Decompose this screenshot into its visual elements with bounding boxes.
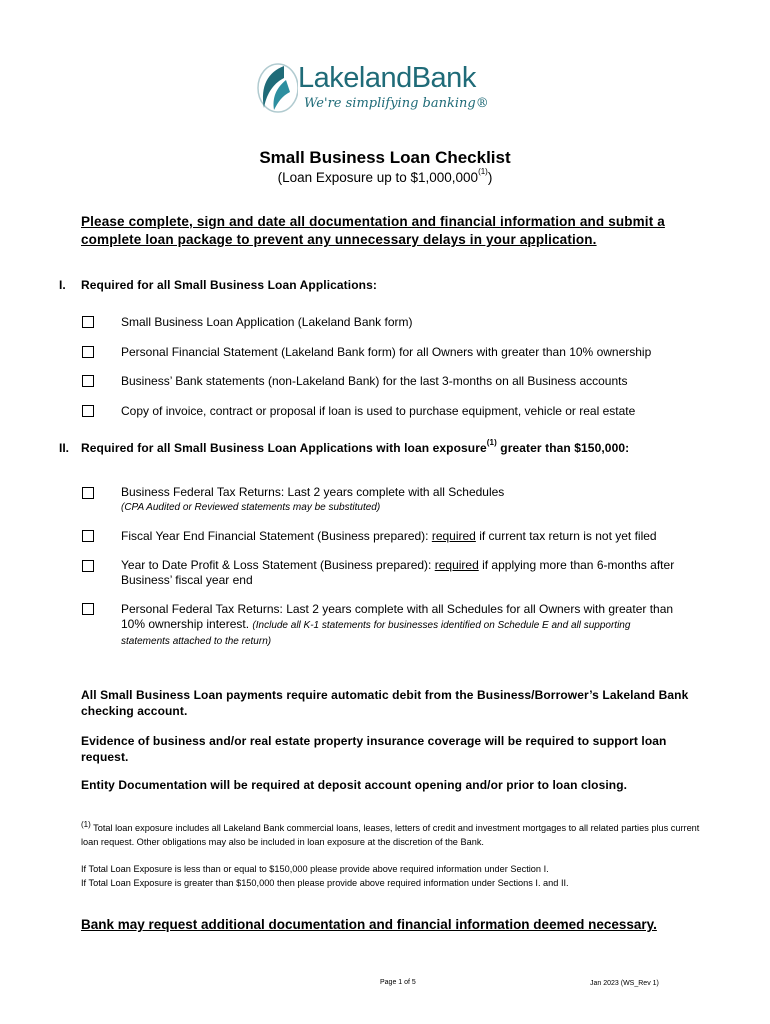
checkbox-loan-application[interactable] bbox=[82, 316, 94, 328]
checklist-item bbox=[121, 558, 681, 588]
lakeland-bank-logo bbox=[254, 60, 524, 120]
footnote-text: Total loan exposure includes all Lakeland Bank commercial loans, leases, letters of credit and investment mortgages to all related parties plus current loan request. Other obligations may also be included in loan exposure at the discretion of the Bank. bbox=[81, 823, 700, 847]
checkbox-personal-tax-returns[interactable] bbox=[82, 603, 94, 615]
section-2-footnote-ref: (1) bbox=[486, 438, 497, 447]
checkbox-fiscal-year-statement[interactable] bbox=[82, 530, 94, 542]
checklist-item bbox=[121, 485, 691, 515]
notice-automatic-debit: All Small Business Loan payments require automatic debit from the Business/Borrower’s Lakeland Bank checking account. bbox=[81, 688, 689, 718]
page-subtitle bbox=[0, 167, 770, 185]
checklist-item bbox=[121, 602, 681, 649]
section-1-number: I. bbox=[59, 278, 66, 292]
revision-label: Jan 2023 (WS_Rev 1) bbox=[590, 980, 659, 987]
item-text-condition: if applying more than 6-months after Business’ fiscal year end bbox=[121, 558, 675, 587]
checkbox-business-bank-statements[interactable] bbox=[82, 375, 94, 387]
checklist-item: Business’ Bank statements (non-Lakeland Bank) for the last 3-months on all Business accounts bbox=[121, 374, 628, 388]
checklist-item: Personal Financial Statement (Lakeland Bank form) for all Owners with greater than 10% ownership bbox=[121, 345, 652, 359]
checklist-item: Copy of invoice, contract or proposal if loan is used to purchase equipment, vehicle or real estate bbox=[121, 404, 636, 418]
subtitle-close: ) bbox=[487, 170, 493, 185]
item-note: (CPA Audited or Reviewed statements may be substituted) bbox=[121, 502, 381, 513]
brand-name: LakelandBank bbox=[298, 62, 476, 94]
checkbox-invoice-contract[interactable] bbox=[82, 405, 94, 417]
brand-tagline: We're simplifying banking® bbox=[304, 96, 489, 111]
section-2-title bbox=[81, 438, 630, 455]
checkbox-personal-financial-statement[interactable] bbox=[82, 346, 94, 358]
notice-entity-documentation: Entity Documentation will be required at deposit account opening and/or prior to loan closing. bbox=[81, 778, 628, 792]
section-1-title: Required for all Small Business Loan Applications: bbox=[81, 278, 377, 292]
section-2-number: II. bbox=[59, 441, 70, 455]
item-note: (Include all K-1 statements for businesses identified on Schedule E and all supporting statements attached to the return) bbox=[121, 620, 631, 647]
page-title: Small Business Loan Checklist bbox=[259, 148, 511, 167]
intro-instructions: Please complete, sign and date all documentation and financial information and submit a complete loan package to prevent any unnecessary delays in your application. bbox=[81, 214, 665, 247]
subtitle-footnote-ref: (1) bbox=[478, 167, 488, 176]
item-text: Year to Date Profit & Loss Statement (Business prepared): bbox=[121, 558, 435, 572]
footnote-section-2-rule: If Total Loan Exposure is greater than $150,000 then please provide above required information under Sections I. and II. bbox=[81, 878, 569, 888]
checkbox-ytd-profit-loss[interactable] bbox=[82, 560, 94, 572]
page-number: Page 1 of 5 bbox=[380, 979, 416, 986]
required-emphasis: required bbox=[434, 558, 479, 572]
closing-statement: Bank may request additional documentation and financial information deemed necessary. bbox=[81, 917, 657, 932]
footnote-section-1-rule: If Total Loan Exposure is less than or equal to $150,000 please provide above required information under Section I. bbox=[81, 864, 549, 874]
item-text-condition: if current tax return is not yet filed bbox=[475, 529, 657, 543]
checkbox-business-tax-returns[interactable] bbox=[82, 487, 94, 499]
logo-mark-icon bbox=[254, 60, 298, 116]
checklist-item bbox=[121, 529, 691, 544]
notice-insurance: Evidence of business and/or real estate property insurance coverage will be required to support loan request. bbox=[81, 734, 667, 764]
subtitle-text: (Loan Exposure up to $1,000,000 bbox=[277, 170, 479, 185]
item-text: Personal Federal Tax Returns: Last 2 years complete with all Schedules for all Owners with greater than 10% ownership interest. bbox=[121, 602, 674, 631]
section-2-title-text: Required for all Small Business Loan Applications with loan exposure bbox=[81, 441, 487, 455]
item-text: Business Federal Tax Returns: Last 2 years complete with all Schedules bbox=[121, 485, 505, 499]
item-text: Fiscal Year End Financial Statement (Business prepared): bbox=[121, 529, 432, 543]
footnote-marker: (1) bbox=[81, 820, 91, 829]
section-2-title-threshold: greater than $150,000: bbox=[496, 441, 630, 455]
checklist-item: Small Business Loan Application (Lakeland Bank form) bbox=[121, 315, 413, 329]
required-emphasis: required bbox=[431, 529, 476, 543]
footnote-loan-exposure bbox=[81, 821, 701, 849]
